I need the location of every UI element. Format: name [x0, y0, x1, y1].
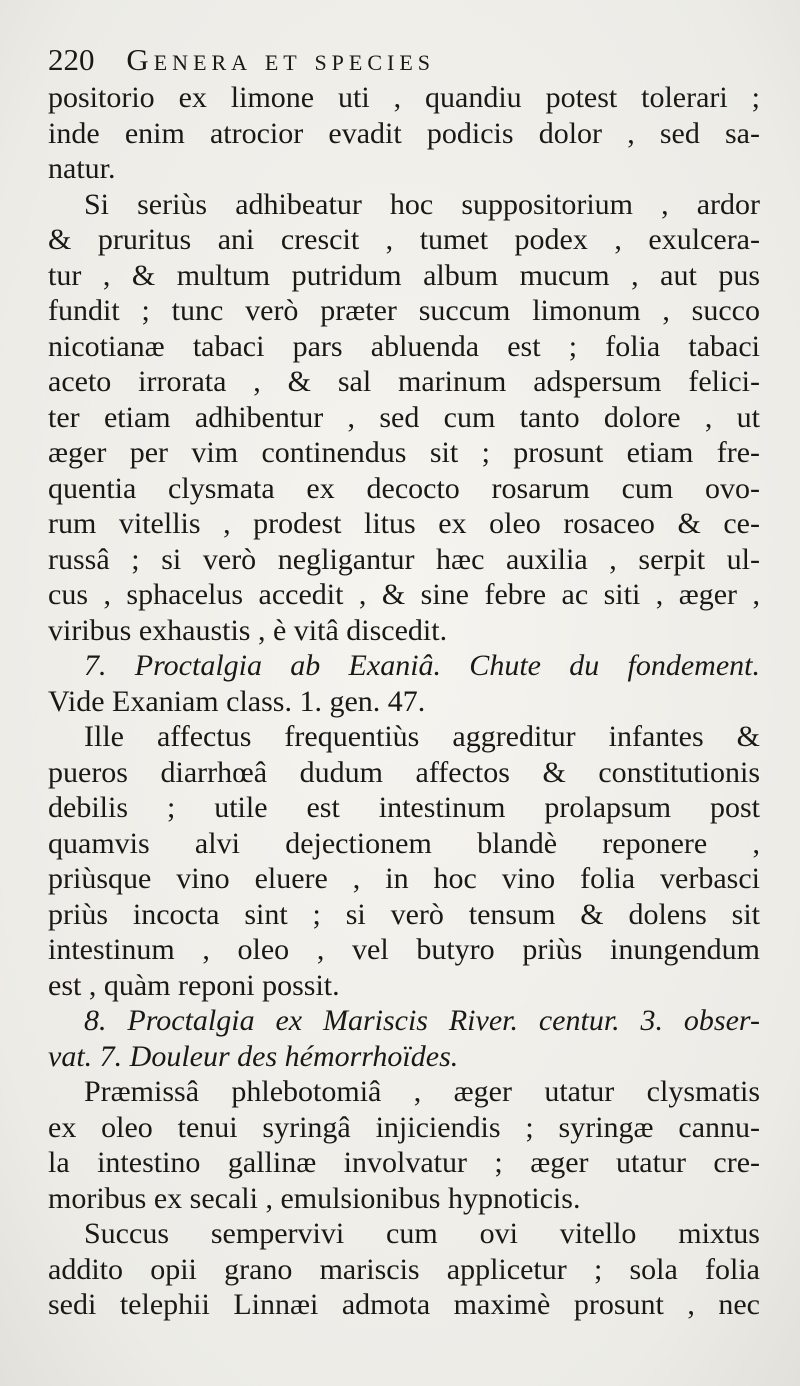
text-line: ter etiam adhibentur , sed cum tanto dolore , ut [48, 400, 760, 434]
text-line: vat. 7. Douleur des hémorrhoïdes. [48, 1039, 459, 1073]
text-line: quentia clysmata ex decocto rosarum cum ovo- [48, 471, 760, 505]
text-line: russâ ; si verò negligantur hæc auxilia , serpit ul- [48, 542, 760, 576]
text-line: & pruritus ani crescit , tumet podex , exulcera- [48, 223, 760, 256]
text-line: positorio ex limone uti , quandiu potest tolerari ; [48, 81, 760, 114]
text-line: natur. [48, 152, 116, 185]
page-header [48, 40, 760, 80]
text-line: moribus ex secali , emulsionibus hypnoticis. [48, 1181, 581, 1215]
text-line: æger per vim continendus sit ; prosunt etiam fre- [48, 436, 760, 469]
running-head: Genera et species [126, 42, 436, 77]
text-line: priùs incocta sint ; si verò tensum & dolens sit [48, 897, 760, 931]
page-number: 220 [48, 42, 95, 77]
text-line: Præmissâ phlebotomiâ , æger utatur clysmatis [84, 1075, 760, 1108]
section-heading-7: 7. Proctalgia ab Exaniâ. Chute du fondement. [84, 649, 760, 682]
text-line: pueros diarrhœâ dudum affectos & constitutionis [48, 755, 760, 789]
text-line: priùsque vino eluere , in hoc vino folia verbasci [48, 862, 760, 895]
section-heading-8: 8. Proctalgia ex Mariscis River. centur. 3. obser- [84, 1004, 760, 1037]
text-line: Succus sempervivi cum ovi vitello mixtus [84, 1217, 760, 1250]
text-line: fundit ; tunc verò præter succum limonum , succo [48, 294, 760, 327]
text-line: aceto irrorata , & sal marinum adspersum felici- [48, 365, 760, 398]
text-line: ex oleo tenui syringâ injiciendis ; syringæ cannu- [48, 1110, 760, 1144]
text-line: debilis ; utile est intestinum prolapsum post [48, 791, 760, 824]
text-line: Vide Exaniam class. 1. gen. 47. [48, 684, 426, 718]
text-line: rum vitellis , prodest litus ex oleo rosaceo & ce- [48, 507, 760, 540]
text-line: addito opii grano mariscis applicetur ; sola folia [48, 1252, 760, 1286]
text-line: est , quàm reponi possit. [48, 968, 340, 1002]
text-line: nicotianæ tabaci pars abluenda est ; folia tabaci [48, 329, 760, 363]
text-line: quamvis alvi dejectionem blandè reponere , [48, 826, 760, 860]
text-body [48, 80, 760, 1323]
text-line: la intestino gallinæ involvatur ; æger utatur cre- [48, 1146, 760, 1179]
text-line: Ille affectus frequentiùs aggreditur infantes & [84, 720, 760, 753]
text-line: Si seriùs adhibeatur hoc suppositorium , ardor [84, 187, 760, 221]
text-line: cus , sphacelus accedit , & sine febre ac siti , æger , [48, 578, 760, 611]
text-line: sedi telephii Linnæi admota maximè prosunt , nec [48, 1288, 760, 1321]
text-line: viribus exhaustis , è vitâ discedit. [48, 613, 448, 647]
text-line: intestinum , oleo , vel butyro priùs inungendum [48, 933, 760, 966]
text-line: inde enim atrocior evadit podicis dolor , sed sa- [48, 116, 760, 150]
text-line: tur , & multum putridum album mucum , aut pus [48, 258, 760, 292]
